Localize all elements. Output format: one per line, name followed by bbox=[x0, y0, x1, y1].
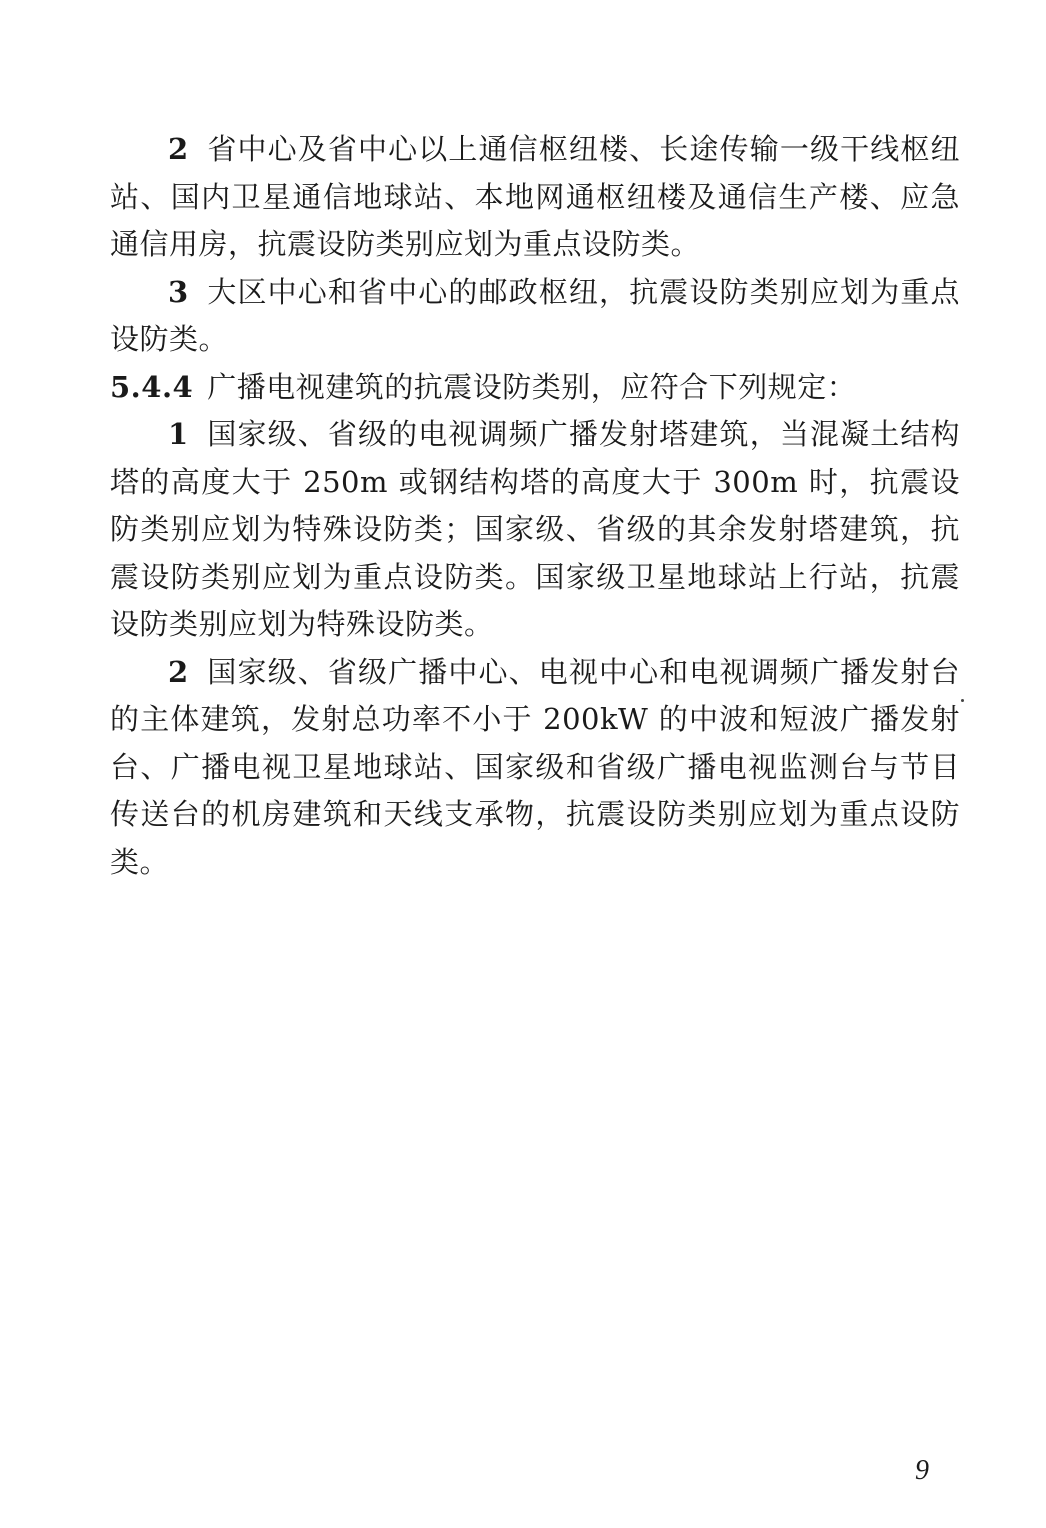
item-number: 2 bbox=[168, 132, 189, 166]
clause-text: 广播电视建筑的抗震设防类别，应符合下列规定： bbox=[207, 369, 857, 404]
item-paragraph bbox=[110, 411, 960, 649]
page-number: 9 bbox=[915, 1455, 929, 1486]
body-text bbox=[110, 126, 960, 886]
item-number: 1 bbox=[168, 417, 189, 451]
clause-paragraph bbox=[110, 364, 960, 412]
item-text: 省中心及省中心以上通信枢纽楼、长途传输一级干线枢纽站、国内卫星通信地球站、本地网通枢纽楼及通信生产楼、应急通信用房，抗震设防类别应划为重点设防类。 bbox=[110, 132, 960, 261]
item-text: 国家级、省级广播中心、电视中心和电视调频广播发射台的主体建筑，发射总功率不小于 200kW 的中波和短波广播发射台、广播电视卫星地球站、国家级和省级广播电视监测台与节目传送台的机房建筑和天线支承物，抗震设防类别应划为重点设防类。 bbox=[110, 654, 960, 879]
item-number: 2 bbox=[168, 654, 189, 689]
item-paragraph bbox=[110, 649, 960, 887]
clause-number: 5.4.4 bbox=[110, 369, 194, 404]
item-paragraph bbox=[110, 126, 960, 269]
item-paragraph bbox=[110, 269, 960, 364]
scan-speck bbox=[961, 699, 964, 702]
item-number: 3 bbox=[168, 274, 189, 309]
item-text: 大区中心和省中心的邮政枢纽，抗震设防类别应划为重点设防类。 bbox=[110, 274, 960, 356]
item-text: 国家级、省级的电视调频广播发射塔建筑，当混凝土结构塔的高度大于 250m 或钢结构塔的高度大于 300m 时，抗震设防类别应划为特殊设防类；国家级、省级的其余发射塔建筑，抗震设防类别应划为重点设防类。国家级卫星地球站上行站，抗震设防类别应划为特殊设防类。 bbox=[110, 417, 960, 641]
